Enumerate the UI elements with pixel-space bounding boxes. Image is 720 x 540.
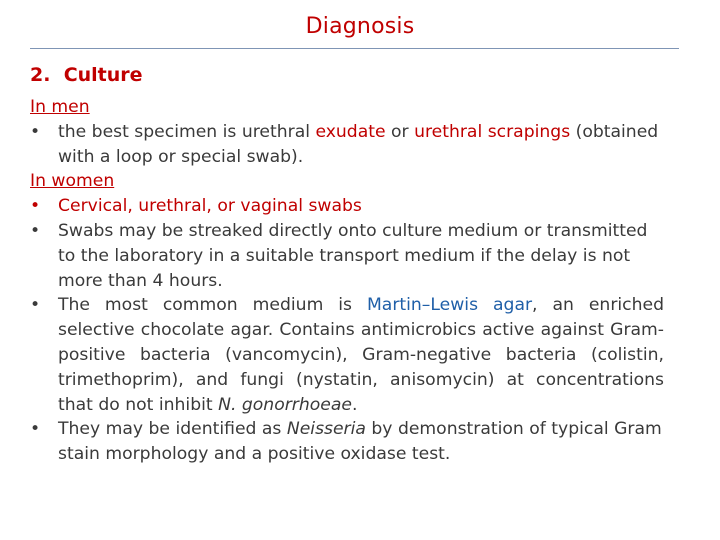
bullet-marker: •	[30, 419, 41, 440]
organism-n-gonorrhoeae: N. gonorrhoeae	[218, 394, 352, 415]
slide-title: Diagnosis	[305, 14, 415, 39]
bullet-marker: •	[30, 295, 41, 316]
women-bullet-swabs	[30, 194, 664, 219]
medium-text-start: The most common medium is	[58, 295, 367, 316]
identification-text-start: They may be identified as	[58, 419, 287, 440]
medium-text-middle: , an enriched selective chocolate agar. Contains antimicrobics active against Gram-positive bacteria (vancomycin), Gram-negative bacteria (colistin, trimethoprim), and fungi (nystatin, anisomycin) at concentrations that do not inhibit	[58, 295, 664, 415]
women-bullet-transport-text: Swabs may be streaked directly onto culture medium or transmitted to the laboratory in a suitable transport medium if the delay is not more than 4 hours.	[58, 220, 648, 291]
men-list	[30, 120, 664, 170]
women-bullet-medium	[30, 293, 664, 417]
section-label: Culture	[63, 64, 143, 86]
women-heading: In women	[30, 171, 115, 192]
identification-text-end: by demonstration of typical Gram stain morphology and a positive oxidase test.	[58, 419, 662, 465]
women-list	[30, 194, 664, 467]
men-bullet-text-end: (obtained with a loop or special swab).	[58, 121, 659, 167]
men-heading: In men	[30, 97, 90, 117]
men-bullet-text: the best specimen is urethral	[58, 121, 316, 142]
emph-urethral-scrapings: urethral scrapings	[414, 121, 571, 142]
medium-text-end: .	[351, 394, 358, 415]
women-bullet-swabs-text: Cervical, urethral, or vaginal swabs	[58, 196, 362, 217]
women-bullet-transport	[30, 219, 664, 293]
section-heading	[30, 63, 664, 87]
women-bullet-identification	[30, 417, 664, 467]
organism-neisseria: Neisseria	[286, 419, 366, 440]
men-bullet	[30, 120, 664, 170]
emph-exudate: exudate	[315, 121, 386, 142]
emph-martin-lewis-agar: Martin–Lewis agar	[366, 295, 533, 316]
title-divider	[30, 48, 679, 49]
section-number: 2.	[30, 64, 51, 86]
bullet-marker: •	[30, 196, 41, 217]
bullet-marker: •	[30, 220, 41, 241]
slide-content	[30, 60, 664, 467]
men-bullet-text-or: or	[385, 121, 415, 142]
bullet-marker: •	[30, 121, 41, 142]
